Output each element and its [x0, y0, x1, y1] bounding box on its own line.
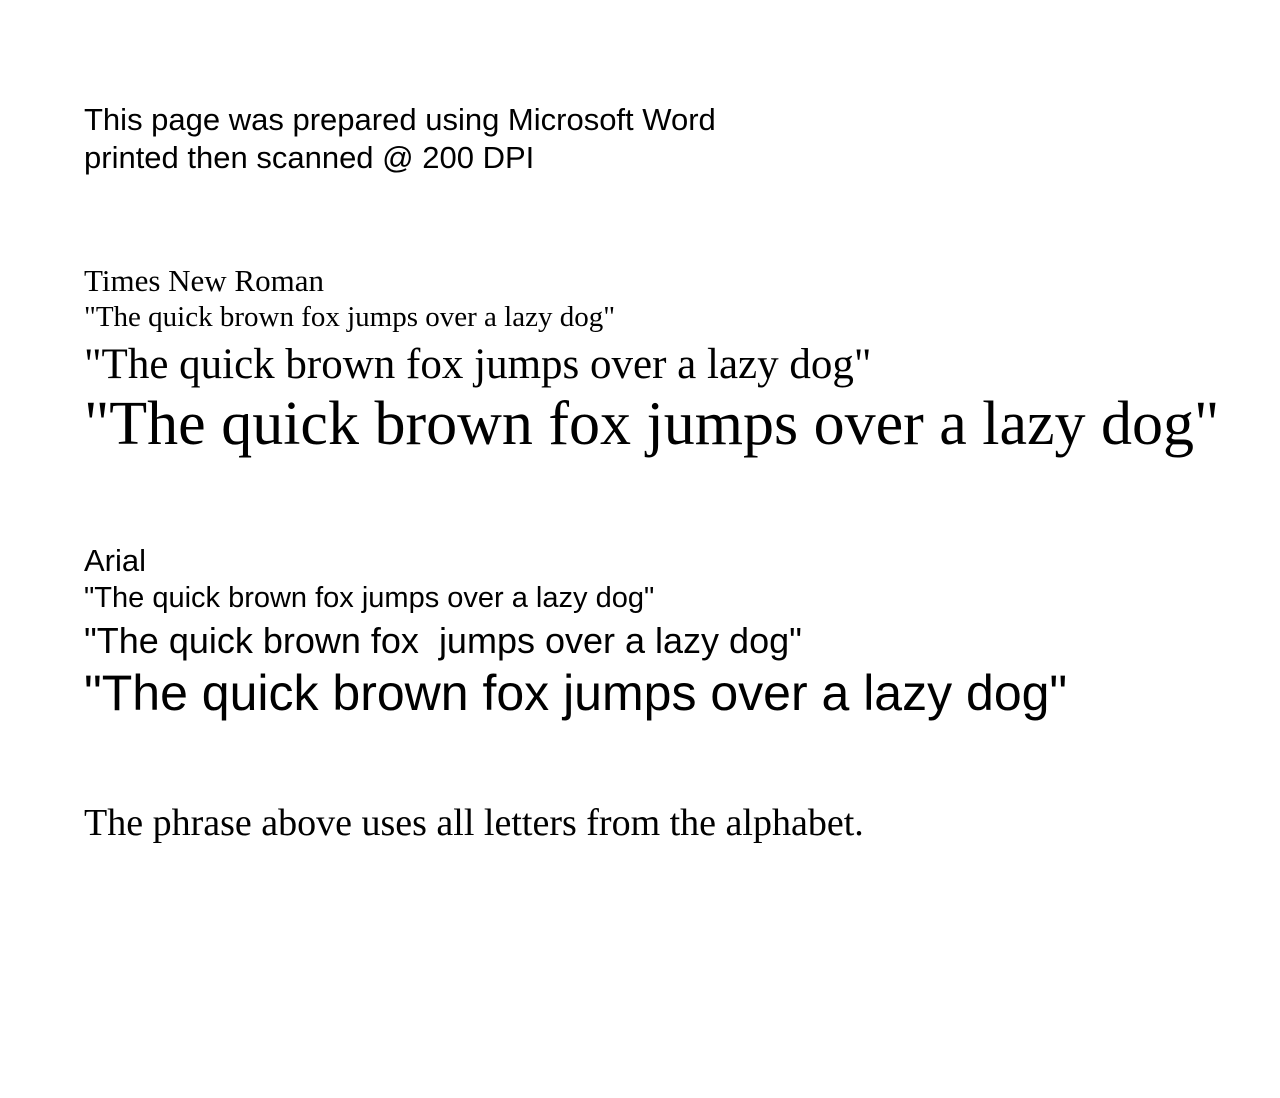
arial-section-label: Arial: [84, 543, 147, 578]
times-sample-small: "The quick brown fox jumps over a lazy dog": [84, 301, 616, 333]
intro-line-1: This page was prepared using Microsoft Word: [84, 102, 716, 137]
times-section-label: Times New Roman: [84, 263, 324, 298]
footer-note: The phrase above uses all letters from the alphabet.: [84, 802, 864, 844]
arial-sample-medium: "The quick brown fox jumps over a lazy dog": [84, 620, 802, 661]
times-sample-medium: "The quick brown fox jumps over a lazy dog": [84, 341, 872, 388]
times-sample-large: "The quick brown fox jumps over a lazy dog": [84, 390, 1220, 458]
arial-sample-large: "The quick brown fox jumps over a lazy dog": [84, 665, 1068, 721]
intro-line-2: printed then scanned @ 200 DPI: [84, 140, 535, 175]
arial-sample-small: "The quick brown fox jumps over a lazy dog": [84, 582, 655, 614]
